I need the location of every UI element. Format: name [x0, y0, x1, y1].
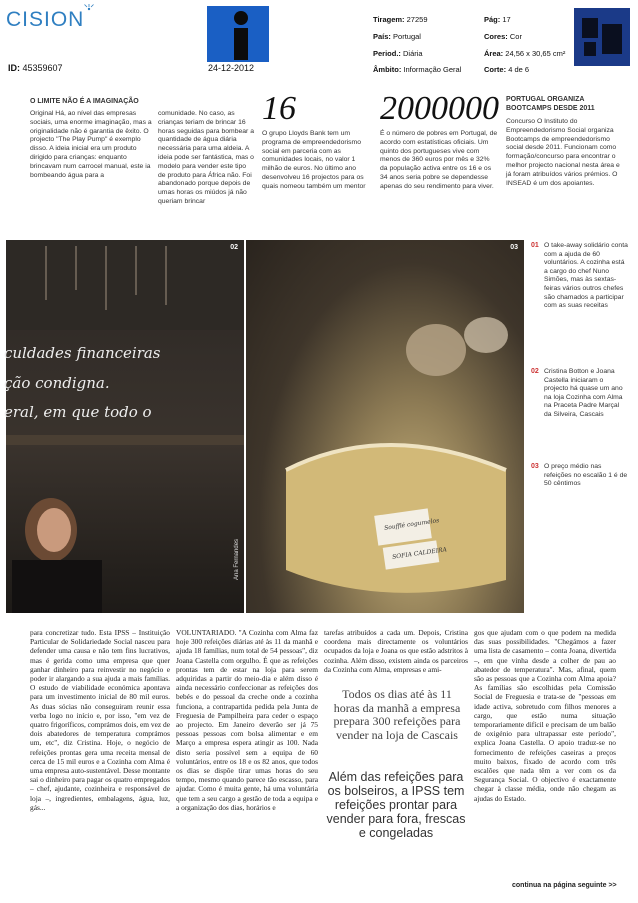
- meta-pag: Pág: 17: [484, 15, 511, 24]
- caption-2: Cristina Botton e Joana Castella iniciaram o projecto há quase um ano na loja Cozinha com Alma na Praceta Padre Marçal da Silveira, Cascais: [544, 368, 623, 418]
- body-column-4: gos que ajudam com o que podem na medida das suas possibilidades. "Chegámos a fazer uma lista de casamento – conta Joana, divertida –, em que vinha desde a colher de pau ao abatedor de temperatura". Mas, afinal, quem são as pessoas que a Cozinha com Alma apoia? As famílias são escolhidas pela Comissão Social de Freguesia e trata-se de "pessoas em idade activa, sobretudo com filhos menores a cargo, que estão numa situação temporariamente difícil e precisam de um balão de oxigénio para ultrapassar este período", explica Joana Castella. O apoio traduz-se no fornecimento de refeições caseiras a preços muito baixos, fixado de acordo com três escalões que nada têm a ver com os da Segurança Social. O objectivo é exactamente chegar à classe média, onde não chegam as ajudas do Estado.: [474, 628, 616, 803]
- clip-id: [8, 63, 63, 73]
- band-headline: O LIMITE NÃO É A IMAGINAÇÃO: [30, 98, 139, 105]
- body-column-1: para concretizar tudo. Esta IPSS – Instituição Particular de Solidariedade Social nasceu para defender uma causa e não tem fins lucrativos, mas é gerida como uma empresa que quer ganhar dinheiro para reinvestir no negócio e poder ir alargando a sua ajuda a mais famílias. O estudo de viabilidade económica apontava para um investimento inicial de 80 mil euros. As duas sócias não conseguiram reunir essa verba logo no início e, por isso, "em vez de quatro frigoríficos, comprámos dois, em vez de dois abatedores de temperatura comprámos um, etc", diz Cristina. Hoje, o negócio de refeições prontas gera uma receita mensal de cerca de 15 mil euros e a Cozinha com Alma é uma empresa auto-sustentável. Desse montante sai o dinheiro para pagar os quatro empregados – chef, ajudante, cozinheira e responsável de loja –, ingredientes, embalagens, água, luz, gás...: [30, 628, 170, 812]
- side-text: Concurso O Instituto do Empreendedorismo Social organiza Bootcamps de empreendedorismo social desde 2011. Funcionam como formação/concurso para encontrar o melhor projecto nacional nesta área e já foram atribuídos vários prémios. O INSEAD é um dos apoiantes.: [506, 118, 620, 187]
- tray-label-dish: Soufflé cogumelos: [383, 517, 440, 532]
- big-number-16: 16: [262, 90, 296, 127]
- tray-label-name: SOFIA CALDEIRA: [391, 546, 448, 561]
- big-number-2000000: 2000000: [380, 90, 499, 127]
- caption-number-3: 03: [531, 463, 539, 470]
- id-value: 45359607: [22, 63, 63, 73]
- caption-1: O take-away solidário conta com a ajuda de 60 voluntários. A cozinha está a cargo do chef Nuno Simões, mas às sextas-feiras vários outros chefes são chamados a participar com as suas receitas: [544, 242, 628, 310]
- meta-ambito: Âmbito: Informação Geral: [373, 65, 462, 74]
- meta-area: Área: 24,56 x 30,65 cm²: [484, 49, 566, 58]
- corner-publication-logo: [574, 8, 630, 66]
- photo-founder: [6, 240, 244, 613]
- body-column-2: VOLUNTARIADO. "A Cozinha com Alma faz hoje 300 refeições diárias até às 11 da manhã e ajuda 18 famílias, num total de 54 pessoas", diz Joana Castella com orgulho. É que as refeições prontas tem de estar na loja para serem adquiridas a partir do meio-dia e além disso é ainda necessário confeccionar as refeições dos bebés e do pessoal da creche onde a cozinha funciona, a contrapartida pedida pela Junta de Freguesia de Pampilheira para ceder o espaço ao projecto. Em Janeiro deverão ser já 75 pessoas pessoas com bolsa alimentar e em Março a empresa espera atingir as 100. Nada disto seria possível sem a equipa de 60 voluntários, entre os 18 e os 82 anos, que todos os dias se dispõe tirar umas horas do seu tempo, mesmo quando parece tão escasso, para ajudar. Como é muita gente, há uma voluntária que tem a seu cargo a gestão de toda a equipa e a organização dos dias, horários e: [176, 628, 318, 812]
- pull-quote-2: Além das refeições para os bolseiros, a IPSS tem refeições prontar para vender para fora, frescas e congeladas: [326, 770, 466, 840]
- body-column-3: tarefas atribuídos a cada um. Depois, Cristina coordena mais directamente os voluntários ocupados da loja e Joana os que estão adstritos à cozinha. Além disso, existem ainda os parceiros da Cozinha com Alma, empresas e ami-: [324, 628, 468, 674]
- meta-pais: País: Portugal: [373, 32, 421, 41]
- band-col1: Original Há, ao nível das empresas sociais, uma enorme imaginação, mas a originalidade não é garantia de êxito. O projecto "The Play Pump" é exemplo disso. A ideia inicial era um produto dirigido para crianças: enquanto brincavam num carrocel manual, este ia bombeando água para a: [30, 110, 152, 179]
- id-label: ID:: [8, 63, 20, 73]
- wall-text-line3: eral, em que todo o: [4, 403, 152, 421]
- wall-text-line2: ção condigna.: [4, 374, 110, 392]
- meta-cores: Cores: Cor: [484, 32, 522, 41]
- caption-3: O preço médio nas refeições no escalão 1 é de 50 cêntimos: [544, 463, 628, 488]
- pull-quote-1: Todos os dias até às 11 horas da manhã a empresa prepara 300 refeições para vender na loja de Cascais: [333, 687, 461, 742]
- caption-number-1: 01: [531, 242, 539, 249]
- meta-corte: Corte: 4 de 6: [484, 65, 530, 74]
- photo-right-number: 03: [510, 244, 518, 251]
- meta-tiragem: Tiragem: 27259: [373, 15, 428, 24]
- caption-number-2: 02: [531, 368, 539, 375]
- band-col2: comunidade. No caso, as crianças teriam de brincar 16 horas seguidas para bombear a quantidade de água diária necessária para uma aldeia. A ideia pode ser fantástica, mas o modelo para vender este tipo de produto para África não. Foi abandonado porque depois de umas horas os miúdos já não queriam brincar: [158, 110, 254, 205]
- band-num2-text: É o número de pobres em Portugal, de acordo com estatísticas oficiais. Um quinto dos portugueses vive com menos de 360 euros por mês e 32% da população activa entre os 16 e os 34 anos seria pobre se dependesse apenas do seu rendimento para viver.: [380, 130, 498, 190]
- photo-left-number: 02: [230, 244, 238, 251]
- wall-text-line1: culdades financeiras: [4, 344, 161, 362]
- meta-period: Period.: Diária: [373, 49, 423, 58]
- clip-date: 24-12-2012: [208, 63, 255, 73]
- band-num1-text: O grupo Lloyds Bank tem um programa de empreendedorismo social em parceria com as comunidades locais, no valor 1 milhão de euros. No último ano desenvolveu 16 projectos para os quais nomeou também um mentor: [262, 130, 366, 190]
- continue-next-page-link[interactable]: continua na página seguinte >>: [512, 882, 617, 889]
- publication-logo: [207, 6, 269, 62]
- logo-spark-icon: [84, 4, 94, 14]
- photo-credit: Ana Fernandes: [234, 538, 240, 580]
- side-headline: PORTUGAL ORGANIZA BOOTCAMPS DESDE 2011: [506, 96, 595, 112]
- cision-logo: CISION: [6, 8, 85, 31]
